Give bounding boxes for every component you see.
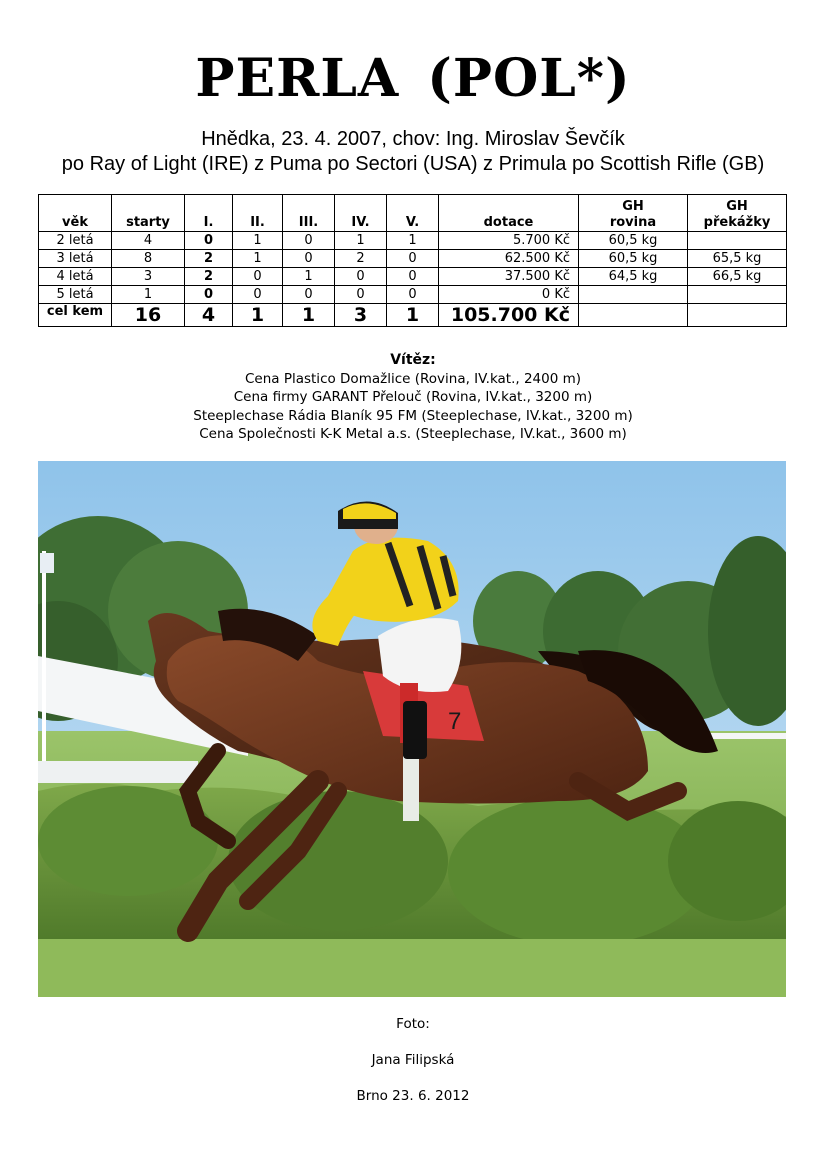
pedigree-line-1: Hnědka, 23. 4. 2007, chov: Ing. Miroslav Ševčík	[201, 128, 625, 150]
total-first: 4	[185, 304, 233, 327]
cell-second: 0	[233, 268, 283, 286]
table-header-row	[39, 195, 787, 232]
racing-stats-table	[38, 194, 787, 327]
winner-race: Steeplechase Rádia Blaník 95 FM (Steeplechase, IV.kat., 3200 m)	[193, 407, 633, 424]
horse-origin: (POL*)	[427, 48, 631, 109]
cell-gh-jumps	[688, 286, 787, 304]
col-header-gh-flat	[579, 195, 688, 232]
cell-second: 1	[233, 250, 283, 268]
table-row	[39, 268, 787, 286]
cell-first: 0	[185, 232, 233, 250]
cell-gh-flat	[579, 286, 688, 304]
winner-section	[0, 351, 826, 444]
cell-third: 0	[283, 286, 335, 304]
page-title	[0, 48, 826, 109]
horse-name: PERLA	[195, 48, 400, 109]
col-header-third: III.	[283, 195, 335, 232]
gh-flat-label: rovina	[609, 215, 657, 230]
cell-prize: 37.500 Kč	[439, 268, 579, 286]
winner-race: Cena firmy GARANT Přelouč (Rovina, IV.kat., 3200 m)	[233, 389, 593, 405]
cell-fifth: 0	[387, 286, 439, 304]
col-header-prize: dotace	[439, 195, 579, 232]
cell-age: 3 letá	[39, 250, 112, 268]
winner-race: Cena Plastico Domažlice (Rovina, IV.kat., 2400 m)	[244, 370, 582, 387]
cell-first: 2	[185, 268, 233, 286]
col-header-age: věk	[39, 195, 112, 232]
col-header-first: I.	[185, 195, 233, 232]
cell-starts: 3	[112, 268, 185, 286]
cell-fourth: 1	[335, 232, 387, 250]
table-row	[39, 232, 787, 250]
gh-label: GH	[726, 199, 748, 214]
cell-gh-flat: 64,5 kg	[579, 268, 688, 286]
col-header-gh-jumps	[688, 195, 787, 232]
table-row	[39, 250, 787, 268]
cell-prize: 62.500 Kč	[439, 250, 579, 268]
place-date: Brno 23. 6. 2012	[356, 1088, 470, 1104]
cell-fifth: 0	[387, 250, 439, 268]
col-header-starts: starty	[112, 195, 185, 232]
cell-prize: 0 Kč	[439, 286, 579, 304]
cell-starts: 4	[112, 232, 185, 250]
total-gh-jumps	[688, 304, 787, 327]
total-label: cel kem	[39, 304, 112, 327]
cell-third: 0	[283, 250, 335, 268]
cell-gh-jumps: 66,5 kg	[688, 268, 787, 286]
pedigree-line-2: po Ray of Light (IRE) z Puma po Sectori (USA) z Primula po Scottish Rifle (GB)	[61, 153, 765, 175]
total-prize: 105.700 Kč	[439, 304, 579, 327]
total-gh-flat	[579, 304, 688, 327]
col-header-fifth: V.	[387, 195, 439, 232]
cell-first: 2	[185, 250, 233, 268]
saddle-number: 7	[448, 708, 462, 735]
total-third: 1	[283, 304, 335, 327]
cell-starts: 8	[112, 250, 185, 268]
total-fifth: 1	[387, 304, 439, 327]
gh-label: GH	[622, 199, 644, 214]
cell-fifth: 0	[387, 268, 439, 286]
cell-starts: 1	[112, 286, 185, 304]
total-second: 1	[233, 304, 283, 327]
cell-gh-flat: 60,5 kg	[579, 250, 688, 268]
steeplechase-photo-illustration	[38, 461, 786, 997]
table-total-row	[39, 304, 787, 327]
cell-gh-flat: 60,5 kg	[579, 232, 688, 250]
cell-second: 0	[233, 286, 283, 304]
cell-gh-jumps: 65,5 kg	[688, 250, 787, 268]
cell-third: 0	[283, 232, 335, 250]
cell-age: 2 letá	[39, 232, 112, 250]
cell-gh-jumps	[688, 232, 787, 250]
cell-fourth: 0	[335, 268, 387, 286]
table-row	[39, 286, 787, 304]
cell-prize: 5.700 Kč	[439, 232, 579, 250]
col-header-fourth: IV.	[335, 195, 387, 232]
cell-first: 0	[185, 286, 233, 304]
total-starts: 16	[112, 304, 185, 327]
photographer-name: Jana Filipská	[371, 1052, 455, 1068]
cell-fifth: 1	[387, 232, 439, 250]
cell-third: 1	[283, 268, 335, 286]
cell-age: 4 letá	[39, 268, 112, 286]
cell-fourth: 0	[335, 286, 387, 304]
winner-heading: Vítěz:	[390, 352, 436, 368]
race-photo	[38, 461, 786, 997]
cell-fourth: 2	[335, 250, 387, 268]
cell-second: 1	[233, 232, 283, 250]
gh-jumps-label: překážky	[703, 215, 771, 230]
col-header-second: II.	[233, 195, 283, 232]
total-fourth: 3	[335, 304, 387, 327]
winner-race: Cena Společnosti K-K Metal a.s. (Steeplechase, IV.kat., 3600 m)	[199, 426, 627, 442]
cell-age: 5 letá	[39, 286, 112, 304]
photo-credit-label: Foto:	[396, 1016, 430, 1032]
